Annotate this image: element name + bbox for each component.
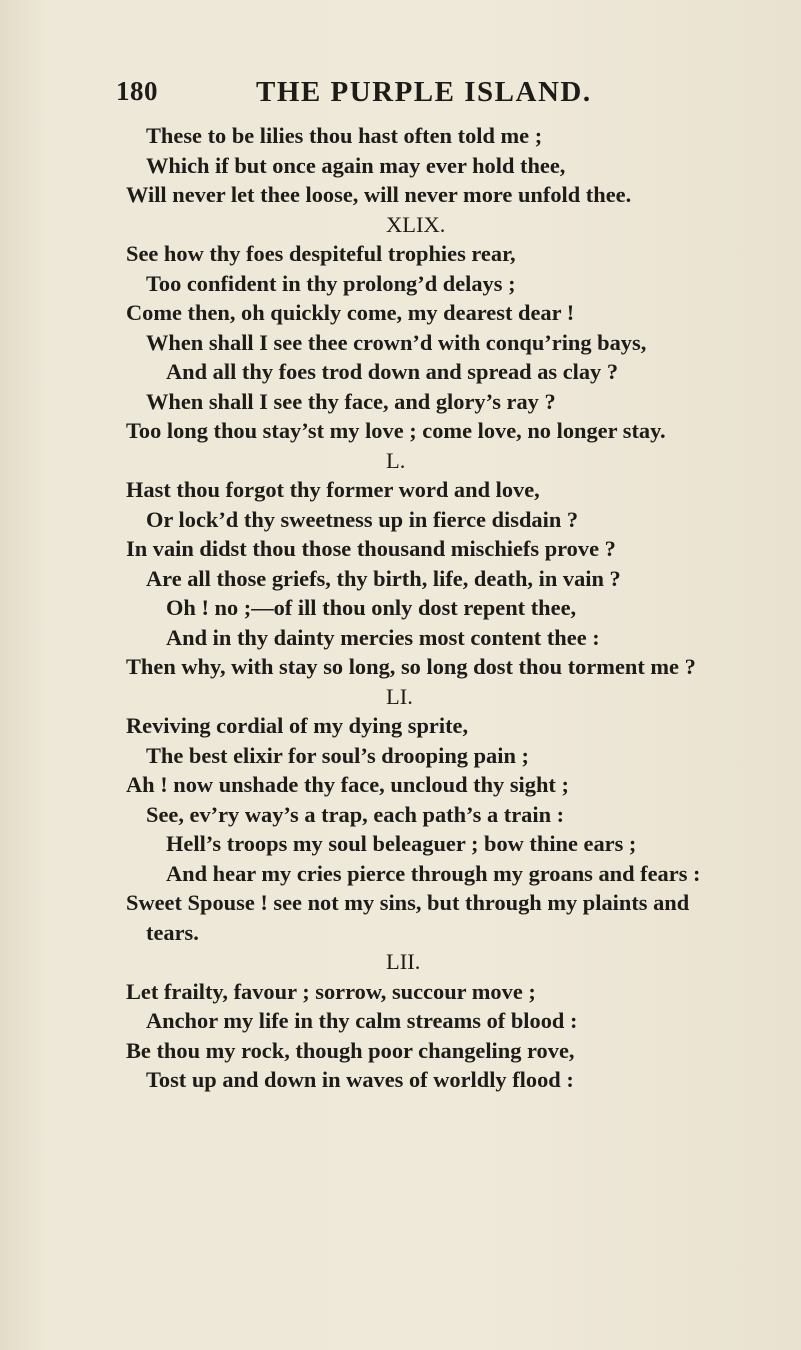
poem-line: Anchor my life in thy calm streams of blood :	[146, 1008, 578, 1033]
poem-line: Are all those griefs, thy birth, life, death, in vain ?	[146, 565, 621, 591]
poem-line: And in thy dainty mercies most content thee :	[166, 624, 600, 650]
poem-line: Ah ! now unshade thy face, uncloud thy sight ;	[126, 772, 569, 797]
poem-line: When shall I see thy face, and glory’s ray ?	[146, 388, 556, 414]
poem-line: Then why, with stay so long, so long dost thou torment me ?	[126, 654, 696, 679]
poem-line: The best elixir for soul’s drooping pain ;	[146, 742, 529, 768]
poem-line: When shall I see thee crown’d with conqu’ring bays,	[146, 329, 647, 355]
poem-line: Let frailty, favour ; sorrow, succour move ;	[126, 978, 536, 1004]
poem-line: Reviving cordial of my dying sprite,	[126, 713, 469, 738]
poem-line: And hear my cries pierce through my groans and fears :	[166, 860, 701, 886]
poem-line: These to be lilies thou hast often told me ;	[146, 123, 543, 148]
stanza-number: XLIX.	[386, 211, 446, 237]
poem-line: Be thou my rock, though poor changeling rove,	[126, 1037, 575, 1063]
poem-line: Which if but once again may ever hold thee,	[146, 152, 566, 178]
page-number: 180	[116, 76, 158, 106]
poem-line: Will never let thee loose, will never more unfold thee.	[126, 182, 632, 207]
poem-line: tears.	[146, 919, 199, 945]
poem-line: Sweet Spouse ! see not my sins, but through my plaints and	[126, 890, 690, 915]
poem-line: Oh ! no ;—of ill thou only dost repent thee,	[166, 595, 577, 620]
stanza-number: L.	[386, 447, 406, 473]
poem-line: And all thy foes trod down and spread as clay ?	[166, 359, 619, 384]
poem-line: In vain didst thou those thousand mischiefs prove ?	[126, 536, 616, 561]
poem-line: Come then, oh quickly come, my dearest dear !	[126, 300, 575, 325]
poem-line: Or lock’d thy sweetness up in fierce disdain ?	[146, 506, 579, 532]
poem-line: Too long thou stay’st my love ; come love, no longer stay.	[126, 418, 666, 443]
running-head: THE PURPLE ISLAND.	[256, 76, 592, 108]
poem-line: Tost up and down in waves of worldly flood :	[146, 1067, 574, 1092]
poem-line: See how thy foes despiteful trophies rear,	[126, 241, 516, 266]
stanza-number: LII.	[386, 949, 421, 974]
page-header	[0, 76, 801, 116]
poem-line: Hell’s troops my soul beleaguer ; bow thine ears ;	[166, 831, 637, 856]
poem-line: See, ev’ry way’s a trap, each path’s a train :	[146, 801, 565, 827]
poem-line: Hast thou forgot thy former word and love,	[126, 477, 540, 502]
stanza-number: LI.	[386, 683, 413, 709]
poem-line: Too confident in thy prolong’d delays ;	[146, 270, 516, 296]
